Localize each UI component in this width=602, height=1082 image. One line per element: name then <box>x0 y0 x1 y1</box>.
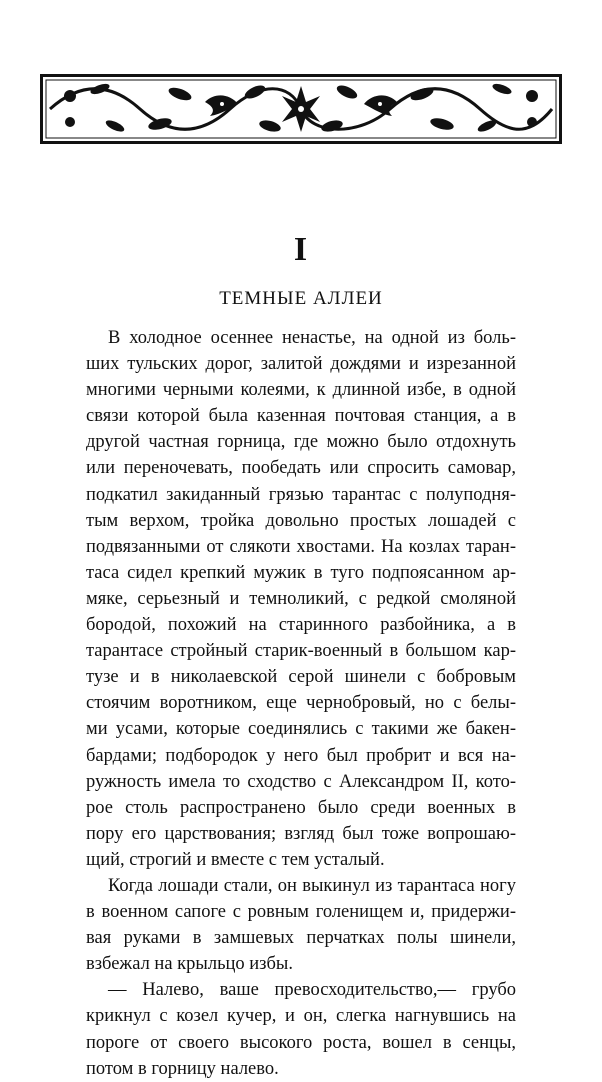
text-line: другой частная горница, где можно было отдохнуть <box>86 432 516 453</box>
text-line: связи которой была казенная почтовая станция, а в <box>86 406 516 427</box>
paragraph <box>86 325 516 873</box>
text-line: бородой, похожий на старинного разбойника, а в <box>86 615 516 636</box>
text-line: ми усами, которые соединялись с такими же бакен- <box>86 719 516 740</box>
text-line: щий, строгий и вместе с тем усталый. <box>86 849 385 870</box>
text-line: — Налево, ваше превосходительство,— грубо <box>108 980 516 1001</box>
text-line: ружность имела то сходство с Александром II, кото- <box>86 771 516 792</box>
text-line: в военном сапоге с ровным голенищем и, придержи- <box>86 902 516 923</box>
text-line: многими черными колеями, к длинной избе, в одной <box>86 380 516 401</box>
text-line: пору его царствования; взгляд был тоже вопрошаю- <box>86 823 516 844</box>
text-line: В холодное осеннее ненастье, на одной из боль- <box>108 328 516 348</box>
text-line: или переночевать, пообедать или спросить самовар, <box>86 458 516 479</box>
text-line: крикнул с козел кучер, и он, слегка нагнувшись на <box>86 1006 516 1027</box>
body-text <box>86 325 516 1082</box>
text-line: вая руками в замшевых перчатках полы шинели, <box>86 928 516 949</box>
text-line: Когда лошади стали, он выкинул из тарантаса ногу <box>108 875 516 896</box>
text-line: пороге от своего высокого роста, вошел в сенцы, <box>86 1032 516 1053</box>
text-line: стоячим воротником, еще чернобровый, но с белы- <box>86 693 516 714</box>
text-line: тым верхом, тройка довольно простых лошадей с <box>86 510 516 531</box>
text-line: рое столь распространено было среди военных в <box>86 797 516 818</box>
decorative-ornament-header <box>40 74 562 144</box>
text-line: тузе и в николаевской серой шинели с бобровым <box>86 667 516 688</box>
text-line: взбежал на крыльцо избы. <box>86 954 293 975</box>
chapter-title: ТЕМНЫЕ АЛЛЕИ <box>219 288 383 309</box>
chapter-number: I <box>293 231 309 268</box>
text-line: подвязанными от слякоти хвостами. На козлах таран- <box>86 536 516 557</box>
text-line: тарантасе стройный старик-военный в большом кар- <box>86 641 516 662</box>
text-line: бардами; подбородок у него был пробрит и вся на- <box>86 745 516 766</box>
paragraph <box>86 873 516 977</box>
text-line: потом в горницу налево. <box>86 1058 279 1079</box>
text-line: мяке, серьезный и темноликий, с редкой смоляной <box>86 588 516 609</box>
paragraph <box>86 977 516 1081</box>
text-line: подкатил закиданный грязью тарантас с полуподня- <box>86 484 516 505</box>
text-line: таса сидел крепкий мужик в туго подпоясанном ар- <box>86 562 516 583</box>
text-line: ших тульских дорог, залитой дождями и изрезанной <box>86 354 516 375</box>
